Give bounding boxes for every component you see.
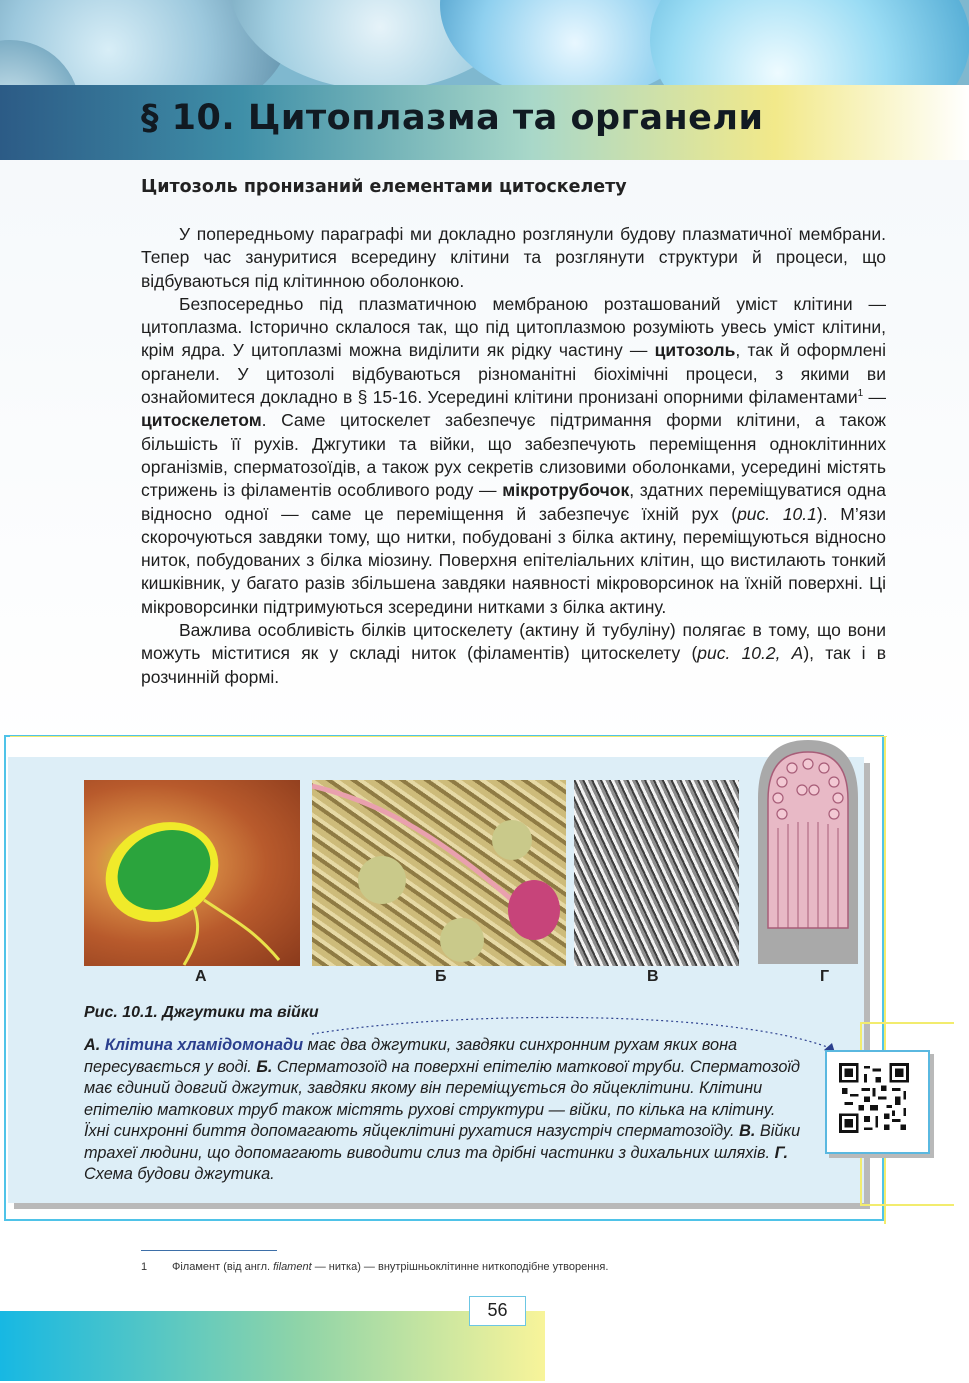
paragraph-2: Безпосередньо під плазматичною мембраною розташований уміст клітини — цитоплазма. Історично склалося так, що під цитоплазмою розуміють увесь уміст клітини, крім ядра. У цитоплазмі можна виділити як рідку частину — цитозоль, так й оформлені органели. У цитозолі відбуваються різноманітні біохімічні процеси, з якими ви ознайомитеся докладно в § 15-16. Усередині клітини пронизані опорними філаментами$^1$ — цитоскелетом. Саме цитоскелет забезпечує підтримання форми клітини, а також більшість її рухів. Джгутики та війки, що забезпечують переміщення одноклітинних організмів, сперматозоїдів, а також рух секретів слизовими оболонками, усередині містять стрижень із філаментів особливого роду — мікротрубочок, здатних переміщуватися одна відносно одної — саме це переміщення й забезпечує їхній рух (рис. 10.1). М’язи скорочуються завдяки тому, що нитки, побудовані з білка актину, переміщуються відносно ниток, побудованих з білка міозину. Поверхня епітеліальних клітин, що вистилають тонкий кишківник, у багато разів збільшена завдяки наявності мікроворсинок на їхній поверхні. Ці мікроворсинки підтримуються зсередини нитками з білка актину. <box>141 293 886 617</box>
flagellum-diagram <box>752 738 864 964</box>
bottom-color-bar <box>0 1311 545 1381</box>
figure-ref: рис. 10.2, А <box>697 643 804 664</box>
term-cytoskeleton: цитоскелетом <box>141 410 262 431</box>
figure-caption-title: Рис. 10.1. Джгутики та війки <box>84 1004 319 1021</box>
figure-caption: А. Клітина хламідомонади має два джгутики, завдяки синхронним рухам яких вона пересувається у воді. Б. Сперматозоїд на поверхні епітелію маткової труби. Сперматозоїд має єдиний довгий джгутик, завдяки якому він переміщується до яйцеклітини. Клітини епітелію маткових труб також містять рухові структури — війки, по кілька на клітину. Їхні синхронні биття допомагають яйцеклітині рухатися назустріч сперматозоїду. В. Війки трахеї людини, що допомагають виводити слиз та дрібні частинки з дихальних шляхів. Г. Схема будови джгутика. <box>84 1036 801 1183</box>
footnote-divider <box>141 1250 277 1251</box>
section-heading: Цитозоль пронизаний елементами цитоскелету <box>141 177 627 197</box>
page-title: § 10. Цитоплазма та органели <box>141 98 764 138</box>
body-text <box>141 223 886 689</box>
figure-box-accent <box>10 736 887 737</box>
figure-label-g: Г <box>820 968 830 985</box>
term-cytosol: цитозоль <box>654 340 736 361</box>
link-arrow <box>310 1008 850 1063</box>
footnote-number: 1 <box>141 1261 148 1273</box>
figure-label-b: Б <box>435 968 447 985</box>
term-microtubules: мікротрубочок <box>502 480 630 501</box>
photo-trachea-cilia <box>574 780 739 966</box>
photo-sperm-epithelium <box>312 780 566 966</box>
chlamydomonas-link[interactable]: Клітина хламідомонади <box>104 1036 304 1054</box>
figure-label-v: В <box>647 968 659 985</box>
paragraph-1: У попередньому параграфі ми докладно розглянули будову плазматичної мембрани. Тепер час зануритися всередину клітини та розглянути структури й процеси, що відбуваються під клітинною оболонкою. <box>141 224 886 291</box>
figure-label-a: А <box>195 968 207 985</box>
page-number: 56 <box>469 1296 526 1326</box>
paragraph-3: Важлива особливість білків цитоскелету (актину й тубуліну) полягає в тому, що вони можуть міститися як у складі ниток (філаментів) цитоскелету (рис. 10.2, А), так і в розчинній формі. <box>141 620 887 687</box>
qr-code[interactable] <box>839 1063 909 1133</box>
photo-chlamydomonas <box>84 780 300 966</box>
footnote-ref: 1 <box>857 388 864 400</box>
figure-ref: рис. 10.1 <box>737 503 817 524</box>
footnote-text: Філамент (від англ. filament — нитка) — внутрішньоклітинне ниткоподібне утворення. <box>172 1261 609 1273</box>
